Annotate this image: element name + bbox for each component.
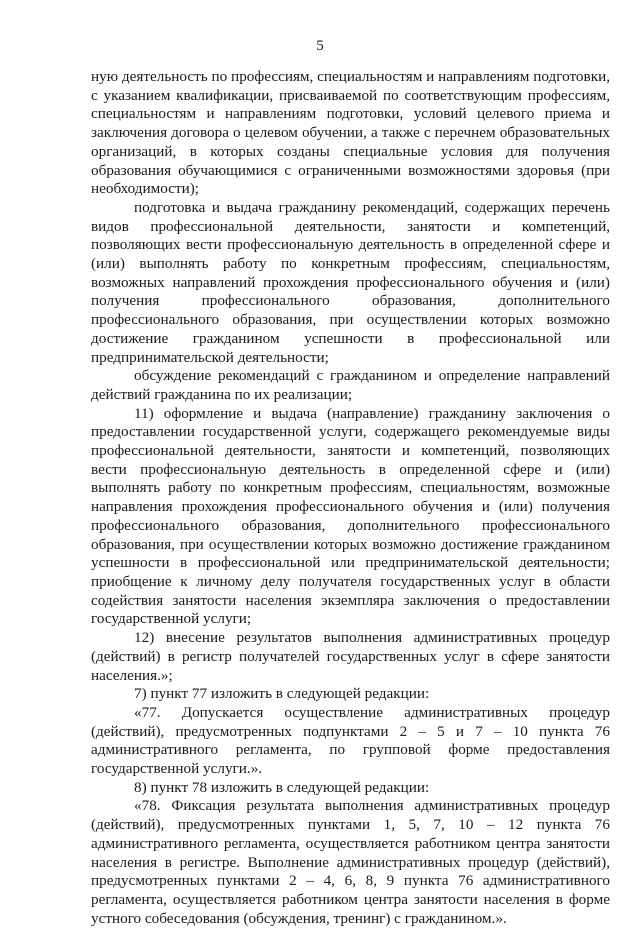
paragraph: 11) оформление и выдача (направление) гражданину заключения о предоставлении государственной услуги, содержащего рекомендуемые виды профессиональной деятельности, занятости и компетенций, позволяющих вести профессиональную деятельность в определенной сфере и (или) выполнять работу по конкретным профессиям, специальностям, возможные направления прохождения профессионального обучения и (или) получения профессионального образования, дополнительного профессионального образования, при осуществлении которых возможно достижение гражданином успешности в профессиональной или предпринимательской деятельности; приобщение к личному делу получателя государственных услуг в области содействия занятости населения экземпляра заключения о предоставлении государственной услуги; (91, 404, 610, 628)
paragraph: обсуждение рекомендаций с гражданином и определение направлений действий гражданина по их реализации; (91, 367, 610, 403)
document-body (91, 68, 610, 928)
list-item-heading: 7) пункт 77 изложить в следующей редакции: (134, 685, 430, 703)
page-number: 5 (316, 38, 324, 54)
paragraph: ную деятельность по профессиям, специальностям и направлениям подготовки, с указанием квалификации, присваиваемой по соответствующим профессиям, специальностям и направлениям подготовки, условий целевого приема и заключения договора о целевом обучении, а также с перечнем образовательных организаций, в которых созданы специальные условия для получения образования обучающимися с ограниченными возможностями здоровья (при необходимости); (91, 68, 610, 198)
paragraph: «77. Допускается осуществление административных процедур (действий), предусмотренных подпунктами 2 – 5 и 7 – 10 пункта 76 административного регламента, по групповой форме предоставления государственной услуги.». (91, 703, 610, 778)
paragraph: 12) внесение результатов выполнения административных процедур (действий) в регистр получателей государственных услуг в сфере занятости населения.»; (91, 629, 610, 684)
paragraph: «78. Фиксация результата выполнения административных процедур (действий), предусмотренных пунктами 1, 5, 7, 10 – 12 пункта 76 административного регламента, осуществляется работником центра занятости населения в регистре. Выполнение административных процедур (действий), предусмотренных пунктами 2 – 4, 6, 8, 9 пункта 76 административного регламента, осуществляется работником центра занятости населения в форме устного собеседования (обсуждения, тренинг) с гражданином.». (91, 797, 610, 927)
list-item-heading: 8) пункт 78 изложить в следующей редакции: (134, 778, 430, 796)
paragraph: подготовка и выдача гражданину рекомендаций, содержащих перечень видов профессиональной деятельности, занятости и компетенций, позволяющих вести профессиональную деятельность в определенной сфере и (или) выполнять работу по конкретным профессиям, специальностям, возможных направлений прохождения профессионального обучения и (или) получения профессионального образования, дополнительного профессионального образования, при осуществлении которых возможно достижение гражданином успешности в профессиональной или предпринимательской деятельности; (91, 198, 610, 366)
